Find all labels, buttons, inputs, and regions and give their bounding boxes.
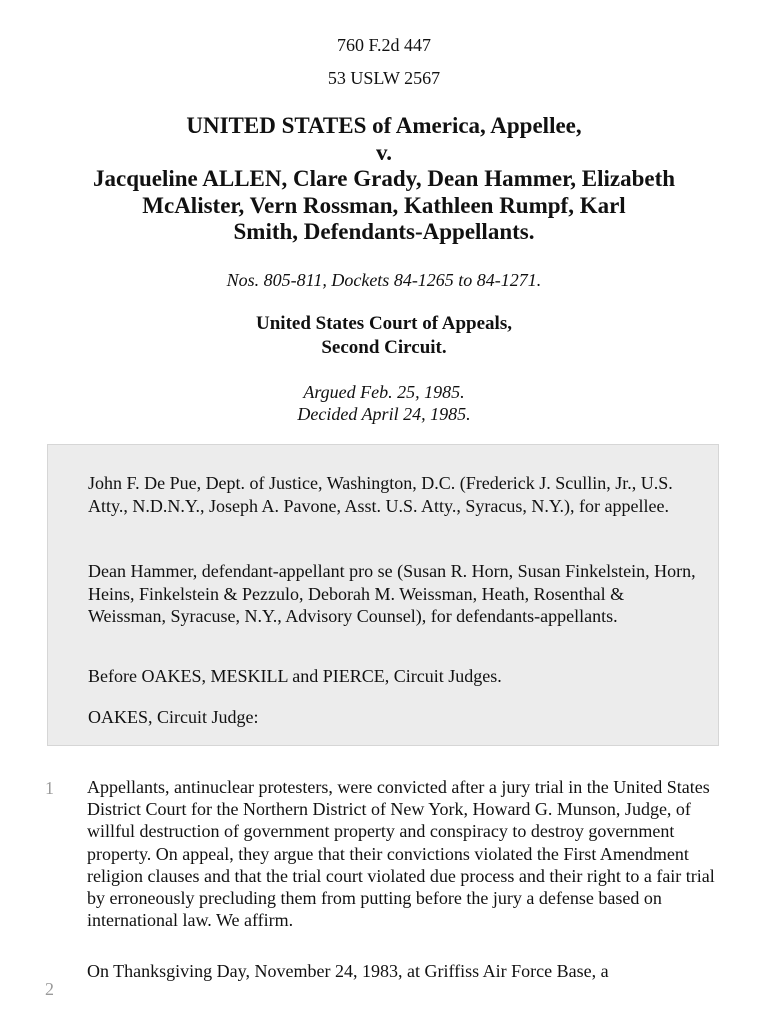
case-title-line: Jacqueline ALLEN, Clare Grady, Dean Hammer, Elizabeth — [92, 166, 676, 191]
opinion-author: OAKES, Circuit Judge: — [88, 707, 259, 727]
court-name — [0, 312, 768, 360]
decided-date: Decided April 24, 1985. — [297, 404, 471, 424]
reporter-citation: 760 F.2d 447 — [336, 35, 432, 55]
case-title-line: Smith, Defendants-Appellants. — [233, 219, 535, 244]
case-title-line: v. — [376, 139, 392, 165]
appellant-counsel: Dean Hammer, defendant-appellant pro se (Susan R. Horn, Susan Finkelstein, Horn, Heins, Finkelstein & Pezzulo, Deborah M. Weissman, Heath, Rosenthal & Weissman, Syracuse, N.Y., Advisory Counsel), for defendants-appellants. — [88, 561, 696, 626]
paragraph-number: 2 — [45, 979, 54, 999]
panel-judges: Before OAKES, MESKILL and PIERCE, Circuit Judges. — [88, 666, 502, 686]
appellee-counsel: John F. De Pue, Dept. of Justice, Washington, D.C. (Frederick J. Scullin, Jr., U.S. Atty., N.D.N.Y., Joseph A. Pavone, Asst. U.S. Atty., Syracus, N.Y.), for appellee. — [88, 473, 673, 516]
paragraph-number: 1 — [45, 778, 54, 798]
docket-numbers: Nos. 805-811, Dockets 84-1265 to 84-1271. — [226, 270, 542, 290]
counsel-panel — [47, 444, 719, 746]
case-title-line: UNITED STATES of America, Appellee, — [186, 113, 582, 138]
opinion-paragraph: Appellants, antinuclear protesters, were convicted after a jury trial in the United States District Court for the Northern District of New York, Howard G. Munson, Judge, of willful destruction of government property and conspiracy to destroy government property. On appeal, they argue that their convictions violated the First Amendment religion clauses and that the trial court violated due process and their right to a fair trial by erroneously precluding them from putting before the jury a defense based on international law. We affirm. — [87, 777, 715, 931]
uslw-citation: 53 USLW 2567 — [327, 68, 441, 88]
argued-date: Argued Feb. 25, 1985. — [303, 382, 465, 402]
opinion-paragraph: On Thanksgiving Day, November 24, 1983, at Griffiss Air Force Base, a — [87, 961, 609, 981]
case-dates — [0, 381, 768, 425]
case-title — [40, 113, 728, 246]
court-name-line: Second Circuit. — [321, 337, 447, 358]
court-name-line: United States Court of Appeals, — [256, 313, 512, 334]
case-title-line: McAlister, Vern Rossman, Kathleen Rumpf, Karl — [142, 192, 626, 218]
